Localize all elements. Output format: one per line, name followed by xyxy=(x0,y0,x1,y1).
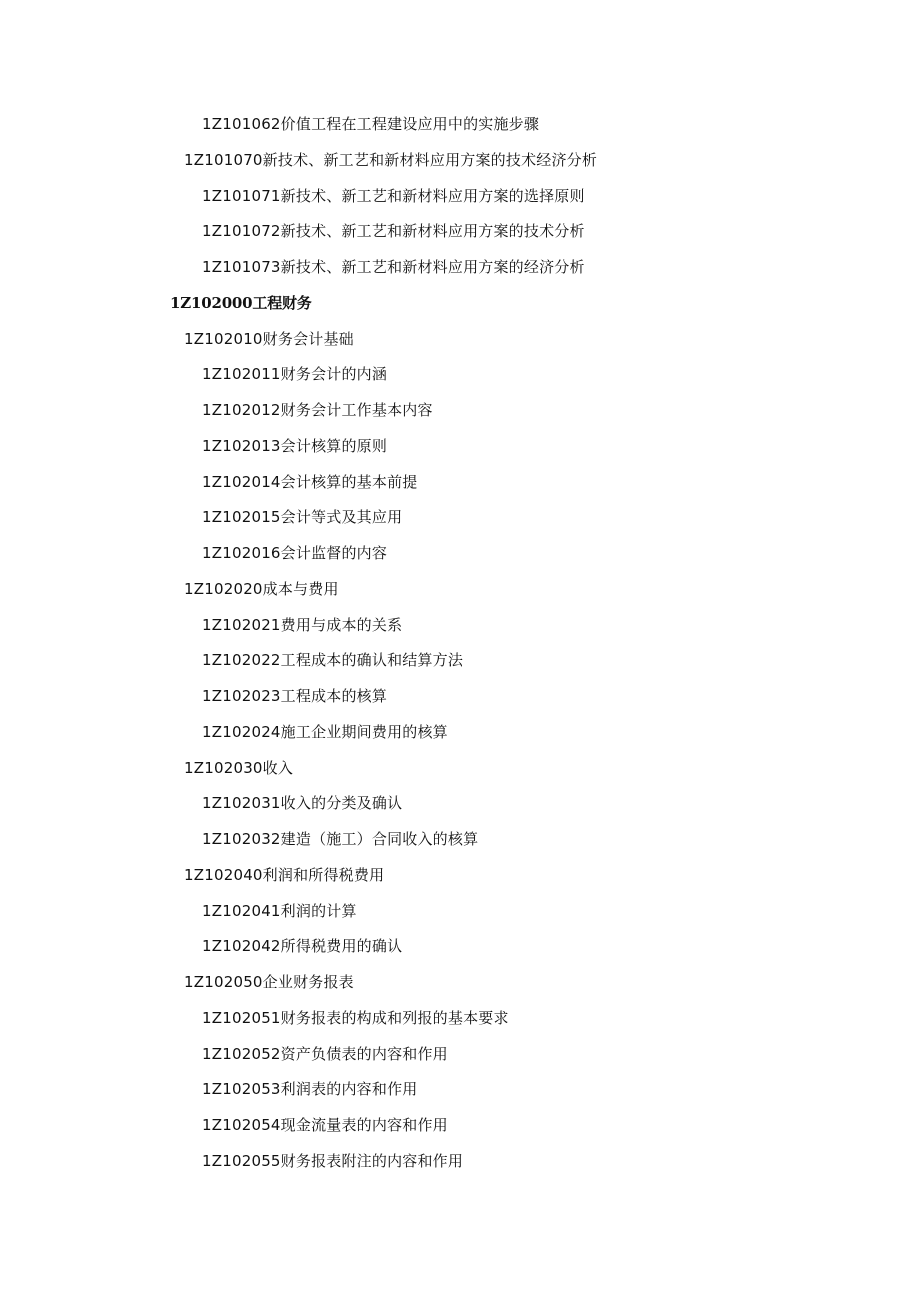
toc-entry: 1Z102016会计监督的内容 xyxy=(202,544,388,562)
toc-entry: 1Z102014会计核算的基本前提 xyxy=(202,472,418,491)
toc-entry: 1Z102015会计等式及其应用 xyxy=(202,508,403,527)
toc-entry: 1Z102020成本与费用 xyxy=(184,579,339,598)
toc-entry: 1Z102012财务会计工作基本内容 xyxy=(202,401,433,419)
toc-entry: 1Z101070新技术、新工艺和新材料应用方案的技术经济分析 xyxy=(184,150,598,169)
toc-entry: 1Z102032建造（施工）合同收入的核算 xyxy=(202,830,479,848)
toc-entry: 1Z101072新技术、新工艺和新材料应用方案的技术分析 xyxy=(202,222,585,241)
toc-entry: 1Z102030收入 xyxy=(184,758,294,777)
toc-entry: 1Z101062价值工程在工程建设应用中的实施步骤 xyxy=(202,115,540,133)
toc-entry: 1Z102040利润和所得税费用 xyxy=(184,865,385,884)
toc-entry: 1Z102054现金流量表的内容和作用 xyxy=(202,1116,448,1134)
toc-entry: 1Z102024施工企业期间费用的核算 xyxy=(202,722,448,741)
toc-entry: 1Z102022工程成本的确认和结算方法 xyxy=(202,651,464,670)
toc-entry: 1Z102031收入的分类及确认 xyxy=(202,794,403,813)
toc-entry: 1Z102042所得税费用的确认 xyxy=(202,937,403,956)
toc-entry: 1Z102023工程成本的核算 xyxy=(202,687,388,705)
table-of-contents xyxy=(0,107,920,1180)
toc-entry: 1Z102013会计核算的原则 xyxy=(202,436,388,455)
toc-entry: 1Z102051财务报表的构成和列报的基本要求 xyxy=(202,1008,509,1027)
toc-entry: 1Z101073新技术、新工艺和新材料应用方案的经济分析 xyxy=(202,258,585,276)
toc-entry: 1Z102055财务报表附注的内容和作用 xyxy=(202,1151,464,1170)
toc-entry: 1Z102050企业财务报表 xyxy=(184,973,354,991)
toc-entry: 1Z102010财务会计基础 xyxy=(184,329,354,348)
toc-entry: 1Z102011财务会计的内涵 xyxy=(202,365,388,384)
toc-entry: 1Z102041利润的计算 xyxy=(202,901,357,920)
toc-entry: 1Z102052资产负债表的内容和作用 xyxy=(202,1044,448,1063)
toc-entry: 1Z102021费用与成本的关系 xyxy=(202,615,403,634)
toc-entry: 1Z102053利润表的内容和作用 xyxy=(202,1080,418,1099)
toc-chapter-heading: 1Z102000工程财务 xyxy=(170,293,312,312)
toc-entry: 1Z101071新技术、新工艺和新材料应用方案的选择原则 xyxy=(202,186,585,205)
